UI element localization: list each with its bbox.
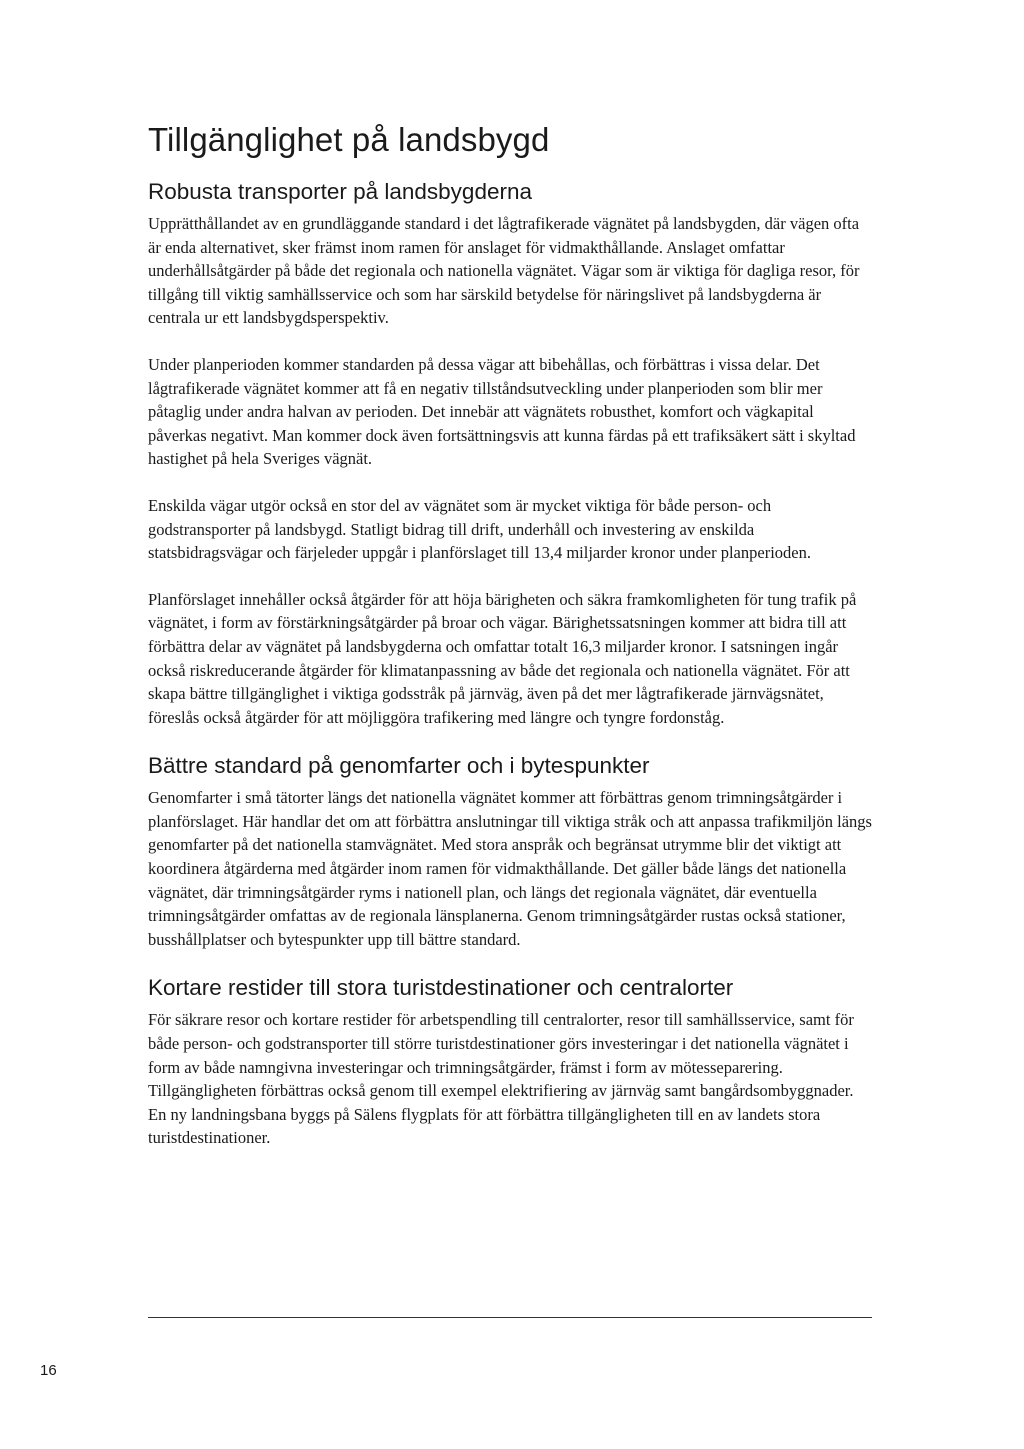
- page-number: 16: [40, 1362, 57, 1379]
- section-robusta-transporter: [148, 178, 872, 729]
- section-genomfarter: [148, 752, 872, 951]
- paragraph: Genomfarter i små tätorter längs det nationella vägnätet kommer att förbättras genom trimningsåtgärder i planförslaget. Här handlar det om att förbättra anslutningar till viktiga stråk och att anpassa trafikmiljön längs genomfarter på det nationella stamvägnätet. Med stora anspråk och begränsat utrymme blir det viktigt att koordinera åtgärderna med åtgärder inom ramen för vidmakthållande. Det gäller både längs det nationella vägnätet, där trimningsåtgärder ryms i nationell plan, och längs det regionala vägnätet, där eventuella trimningsåtgärder omfattas av de regionala länsplanerna. Genom trimningsåtgärder rustas också stationer, busshållplatser och bytespunkter upp till bättre standard.: [148, 788, 872, 949]
- paragraph: Upprätthållandet av en grundläggande standard i det lågtrafikerade vägnätet på landsbygden, där vägen ofta är enda alternativet, sker främst inom ramen för anslaget för vidmakthållande. Anslaget omfattar underhållsåtgärder på både det regionala och nationella vägnätet. Vägar som är viktiga för dagliga resor, för tillgång till viktig samhällsservice och som har särskild betydelse för näringslivet på landsbygderna är centrala ur ett landsbygdsperspektiv.: [148, 214, 860, 328]
- paragraph: Enskilda vägar utgör också en stor del av vägnätet som är mycket viktiga för både person- och godstransporter på landsbygd. Statligt bidrag till drift, underhåll och investering av enskilda statsbidragsvägar och färjeleder uppgår i planförslaget till 13,4 miljarder kronor under planperioden.: [148, 495, 811, 563]
- document-body: [148, 120, 872, 1173]
- section-heading: Robusta transporter på landsbygderna: [148, 179, 532, 204]
- page-title: Tillgänglighet på landsbygd: [148, 121, 550, 158]
- paragraph: Planförslaget innehåller också åtgärder för att höja bärigheten och säkra framkomligheten för tung trafik på vägnätet, i form av förstärkningsåtgärder på broar och vägar. Bärighetssatsningen kommer att bidra till att förbättra delar av vägnätet på landsbygderna och omfattar totalt 16,3 miljarder kronor. I satsningen ingår också riskreducerande åtgärder för klimatanpassning av både det regionala och nationella vägnätet. För att skapa bättre tillgänglighet i viktiga godsstråk på järnväg, även på det mer lågtrafikerade järnvägsnätet, föreslås också åtgärder för att möjliggöra trafikering med längre och tyngre fordonståg.: [148, 589, 857, 727]
- paragraph: För säkrare resor och kortare restider för arbetspendling till centralorter, resor till samhällsservice, samt för både person- och godstransporter till större turistdestinationer görs investeringar i det nationella vägnätet i form av både namngivna investeringar och trimningsåtgärder, främst i form av mötesseparering. Tillgängligheten förbättras också genom till exempel elektrifiering av järnväg samt bangårdsombyggnader. En ny landningsbana byggs på Sälens flygplats för att förbättra tillgängligheten till en av landets stora turistdestinationer.: [148, 1010, 854, 1148]
- section-heading: Kortare restider till stora turistdestinationer och centralorter: [148, 975, 734, 1001]
- section-heading: Bättre standard på genomfarter och i bytespunkter: [148, 753, 650, 779]
- section-kortare-restider: [148, 974, 872, 1150]
- paragraph: Under planperioden kommer standarden på dessa vägar att bibehållas, och förbättras i vissa delar. Det lågtrafikerade vägnätet kommer att få en negativ tillståndsutveckling under planperioden som blir mer påtaglig under andra halvan av perioden. Det innebär att vägnätets robusthet, komfort och vägkapital påverkas negativt. Man kommer dock även fortsättningsvis att kunna färdas på ett trafiksäkert sätt i skyltad hastighet på hela Sveriges vägnät.: [148, 354, 856, 469]
- footer-divider: [148, 1317, 872, 1318]
